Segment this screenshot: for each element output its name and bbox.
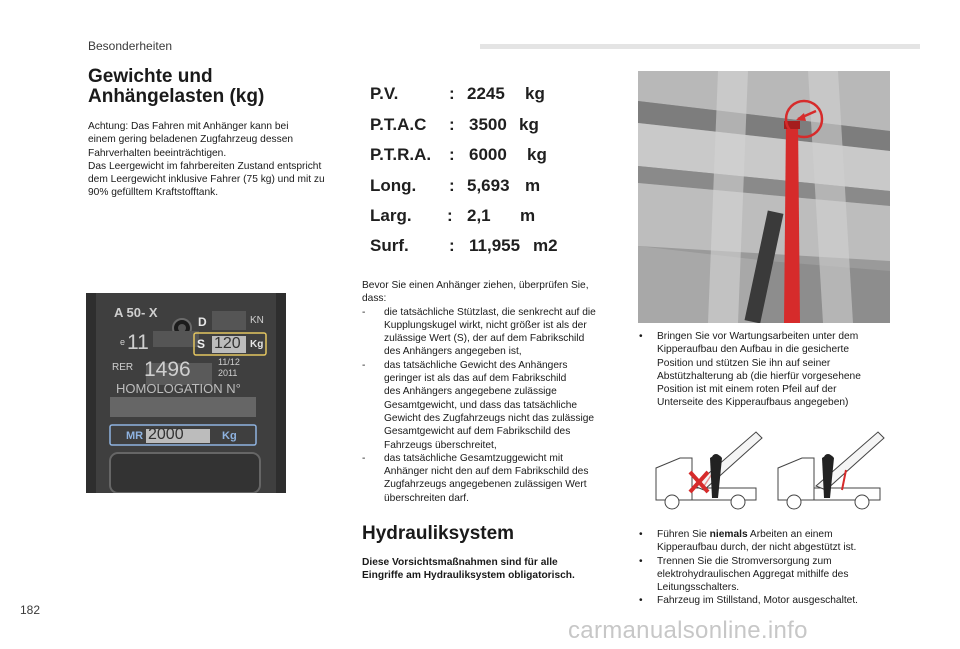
header-divider — [480, 44, 920, 49]
plate-code: A 50- X — [114, 305, 158, 320]
support-instruction — [638, 330, 893, 410]
plate-s-value: 120 — [214, 335, 241, 352]
list-item: • Fahrzeug im Stillstand, Motor ausgeschaltet. — [639, 595, 859, 607]
plate-s: S — [197, 337, 206, 351]
list-item: - das tatsächliche Gesamtzuggewicht mit Anhänger nicht den auf dem Fabrikschild des Zugfahrzeugs angegebenen zulässigen Wert überschreiten darf. — [362, 452, 589, 504]
safety-instructions — [638, 528, 893, 608]
plate-d: D — [198, 315, 207, 329]
plate-mr-value: 2000 — [148, 426, 184, 443]
plate-mr: MR — [126, 430, 144, 442]
list-item: - die tatsächliche Stützlast, die senkrecht auf die Kupplungskugel wirkt, nicht größer ist als der zulässige Wert (S), der auf dem Fabrikschild des Anhängers angegeben ist, — [362, 306, 596, 358]
hydraulics-note: Diese Vorsichtsmaßnahmen sind für alle Eingriffe am Hydrauliksystem obligatorisch. — [362, 557, 575, 582]
list-item: • Trennen Sie die Stromversorgung zum elektrohydraulischen Aggregat mithilfe des Leitungsschalters. — [639, 555, 849, 594]
weights-title: Gewichte und Anhängelasten (kg) — [88, 66, 265, 107]
tipper-support-photo — [638, 71, 890, 323]
plate-mr-kg: Kg — [222, 430, 237, 442]
weights-intro: Achtung: Das Fahren mit Anhänger kann bei einem gering beladenen Zugfahrzeug dessen Fahrverhalten beeinträchtigen. Das Leergewicht im fahrbereiten Zustand entspricht dem Leergewicht inklusive Fahrer (75 kg) und mit zu 90% gefülltem Kraftstofftank. — [88, 121, 325, 199]
plate-e-number: 11 — [127, 331, 149, 354]
manufacturer-plate-image — [86, 293, 286, 493]
plate-date-bottom: 2011 — [218, 368, 238, 378]
trailer-check-intro: Bevor Sie einen Anhänger ziehen, überprüfen Sie, dass: — [362, 280, 589, 305]
plate-s-kg: Kg — [250, 339, 264, 350]
page-number: 182 — [20, 603, 41, 617]
list-item: • Bringen Sie vor Wartungsarbeiten unter dem Kipperaufbau den Aufbau in die gesicherte Position und stützen Sie ihn auf seiner Abstützhalterung ab (die hierfür vorgesehene Position ist mit einem roten Pfeil auf der Unterseite des Kipperaufbaus angegeben) — [639, 331, 861, 409]
watermark: carmanualsonline.info — [568, 617, 808, 644]
list-item: • Führen Sie niemals Arbeiten an einem Kipperaufbau durch, der nicht abgestützt ist. — [639, 529, 857, 554]
list-item: - das tatsächliche Gewicht des Anhängers geringer ist als das auf dem Fabrikschild des Anhängers angegebene zulässige Gesamtgewicht, und dass das tatsächliche Gewicht des Zugfahrzeugs nicht das zulässige Gesamtgewicht auf dem Fabrikschild des Fahrzeugs überschreitet, — [362, 359, 595, 451]
hydraulics-title: Hydrauliksystem — [362, 523, 515, 544]
trailer-check-text — [362, 279, 617, 505]
plate-e: e — [120, 337, 126, 347]
section-label: Besonderheiten — [88, 39, 173, 53]
plate-homologation: HOMOLOGATION N° — [116, 381, 241, 396]
trailer-check-list — [362, 306, 617, 505]
plate-kn: KN — [250, 315, 264, 326]
plate-rer-number: 1496 — [144, 358, 191, 381]
tipper-truck-illustration — [646, 428, 896, 520]
plate-date-top: 11/12 — [218, 357, 240, 367]
emphasis-never: niemals — [709, 529, 748, 540]
plate-rer: RER — [112, 362, 134, 373]
